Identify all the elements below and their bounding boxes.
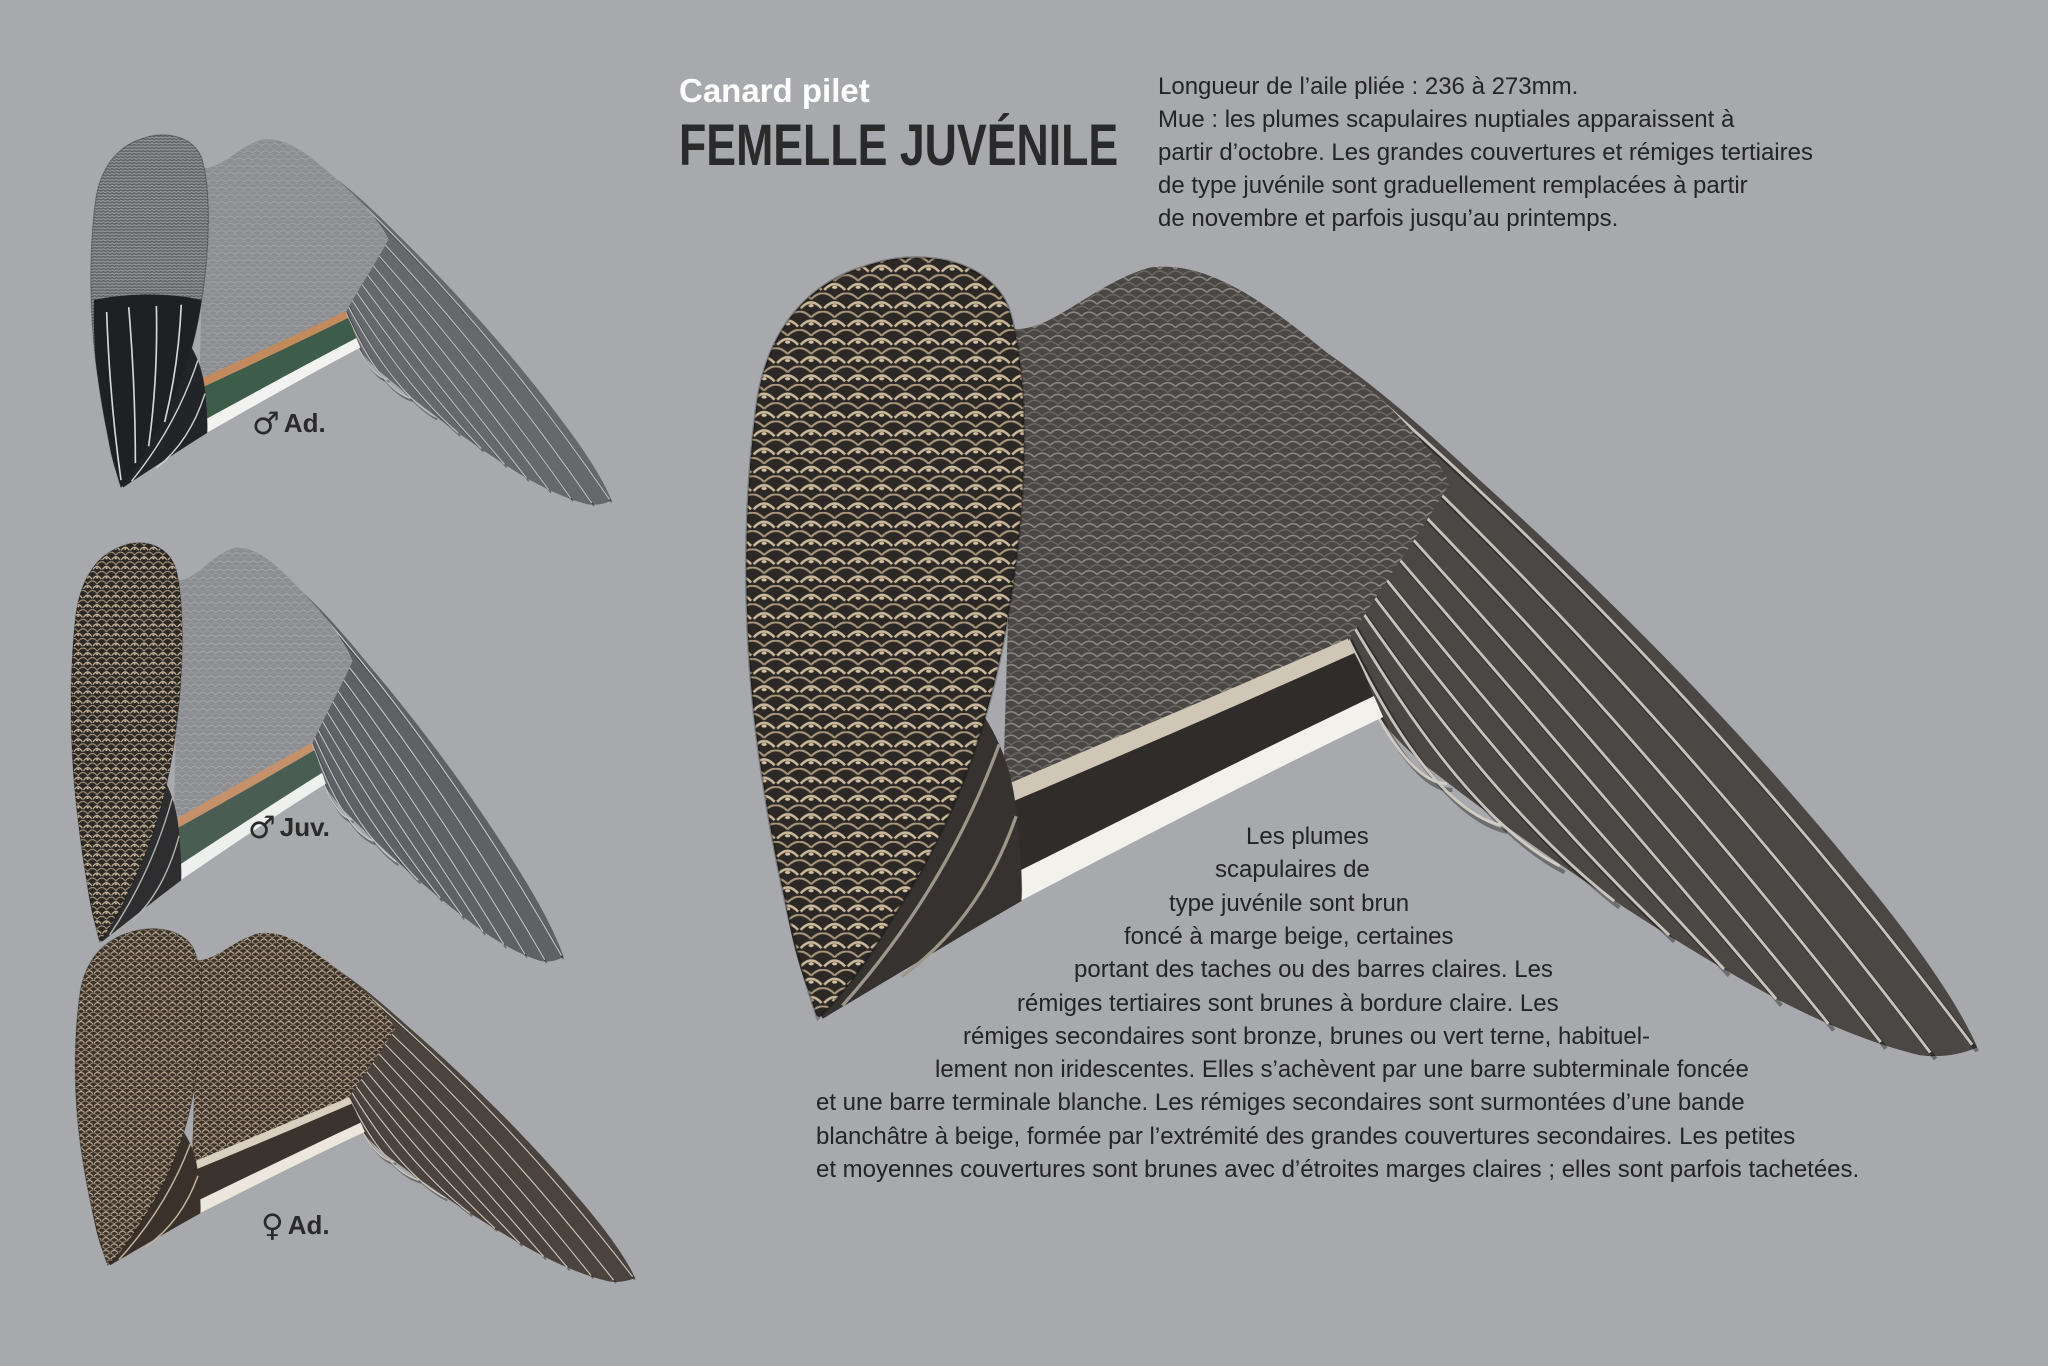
description-line: rémiges secondaires sont bronze, brunes ou vert terne, habituel-: [963, 1023, 1651, 1050]
wing-label-male-juvenile: [248, 810, 330, 846]
age-label: Ad.: [287, 1210, 330, 1240]
female-symbol: ♀: [261, 1208, 284, 1244]
description-line: rémiges tertiaires sont brunes à bordure claire. Les: [1017, 990, 1559, 1017]
description-line: portant des taches ou des barres claires. Les: [1074, 956, 1553, 983]
description-line: blanchâtre à beige, formée par l’extrémité des grandes couvertures secondaires. Les petites: [816, 1123, 1796, 1150]
page-title: FEMELLE JUVÉNILE: [679, 113, 1119, 178]
description-line: et une barre terminale blanche. Les rémiges secondaires sont surmontées d’une bande: [816, 1089, 1745, 1116]
description-line: scapulaires de: [1215, 856, 1370, 883]
intro-line: Longueur de l’aile pliée : 236 à 273mm.: [1158, 73, 1579, 100]
description-line: foncé à marge beige, certaines: [1124, 923, 1454, 950]
intro-line: de type juvénile sont graduellement remplacées à partir: [1158, 172, 1748, 199]
male-symbol: ♂: [252, 406, 280, 442]
species-name: Canard pilet: [679, 72, 870, 109]
wing-label-female-adult: [261, 1208, 330, 1244]
intro-paragraph: [1158, 70, 1813, 235]
wing-photo-male-juvenile: [71, 543, 563, 963]
male-symbol: ♂: [248, 810, 276, 846]
description-line: et moyennes couvertures sont brunes avec d’étroites marges claires ; elles sont parfois tachetées.: [816, 1156, 1860, 1183]
description-line: type juvénile sont brun: [1169, 890, 1410, 917]
intro-line: Mue : les plumes scapulaires nuptiales apparaissent à: [1158, 106, 1735, 133]
age-label: Ad.: [283, 408, 326, 438]
age-label: Juv.: [279, 812, 330, 842]
description-line: Les plumes: [1246, 823, 1369, 850]
wing-photo-female-adult: [75, 929, 635, 1283]
description-line: lement non iridescentes. Elles s’achèvent par une barre subterminale foncée: [935, 1056, 1749, 1083]
wing-label-male-adult: [252, 406, 326, 442]
intro-line: partir d’octobre. Les grandes couvertures et rémiges tertiaires: [1158, 139, 1813, 166]
wing-photo-male-adult: [91, 135, 612, 506]
intro-line: de novembre et parfois jusqu’au printemps.: [1158, 205, 1619, 232]
